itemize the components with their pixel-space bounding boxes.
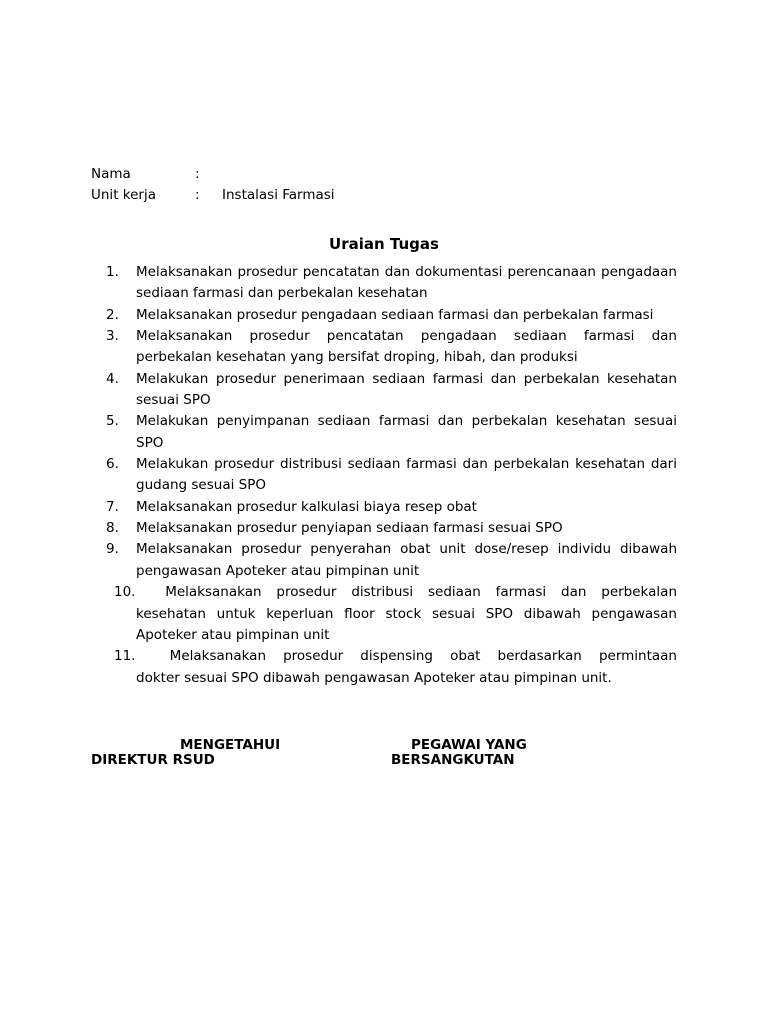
task-text: Melaksanakan prosedur kalkulasi biaya resep obat [136,498,477,515]
task-number: 6. [106,456,119,473]
task-text: Melakukan prosedur penerimaan sediaan farmasi dan perbekalan kesehatan sesuai SPO [136,370,677,409]
task-list [106,262,677,689]
document-title: Uraian Tugas [329,235,439,253]
task-item [106,582,677,646]
task-item [106,411,677,454]
task-item [106,539,677,582]
task-text-continuation: dokter sesuai SPO dibawah pengawasan Apoteker atau pimpinan unit. [136,669,612,686]
task-item [106,262,677,305]
signature-right-title: PEGAWAI YANG [411,737,527,753]
signature-left-role: DIREKTUR RSUD [91,752,215,768]
task-number: 5. [106,413,119,430]
task-number: 3. [106,328,119,345]
task-text: Melaksanakan prosedur dispensing obat berdasarkan permintaan [169,648,677,665]
task-text: Melaksanakan prosedur pencatatan dan dokumentasi perencanaan pengadaan sediaan farmasi dan perbekalan kesehatan [136,264,677,302]
unit-kerja-value: Instalasi Farmasi [222,187,335,203]
task-item [106,369,677,412]
task-text-continuation: kesehatan untuk keperluan floor stock sesuai SPO dibawah pengawasan Apoteker atau pimpinan unit [136,605,677,643]
task-item [106,518,677,539]
task-item [106,454,677,497]
task-number: 11. [114,648,136,665]
task-text: Melaksanakan prosedur pengadaan sediaan farmasi dan perbekalan farmasi [136,306,654,323]
task-item [106,646,677,689]
task-text: Melaksanakan prosedur pencatatan pengadaan sediaan farmasi dan perbekalan kesehatan yang bersifat droping, hibah, dan produksi [136,328,677,366]
task-item [106,497,677,518]
task-number: 1. [106,264,119,280]
signature-left-title: MENGETAHUI [180,737,281,753]
task-number: 9. [106,541,119,558]
task-text: Melaksanakan prosedur distribusi sediaan farmasi dan perbekalan [165,584,677,601]
task-text-first-line [106,646,677,667]
nama-label: Nama [91,166,131,182]
nama-colon: : [195,166,200,182]
task-text-first-line [106,582,677,603]
task-number: 7. [106,498,119,515]
unit-kerja-colon: : [195,187,200,203]
task-number: 8. [106,520,119,537]
task-text: Melakukan penyimpanan sediaan farmasi dan perbekalan kesehatan sesuai SPO [136,413,677,451]
task-number: 2. [106,306,119,323]
unit-kerja-label: Unit kerja [91,187,156,203]
task-text: Melaksanakan prosedur penyiapan sediaan farmasi sesuai SPO [136,520,563,537]
signature-right-role: BERSANGKUTAN [391,752,515,768]
task-item [106,305,677,326]
task-text: Melakukan prosedur distribusi sediaan farmasi dan perbekalan kesehatan dari gudang sesuai SPO [136,456,677,494]
task-item [106,326,677,369]
task-number: 4. [106,370,119,387]
task-number: 10. [114,584,136,601]
task-text: Melaksanakan prosedur penyerahan obat unit dose/resep individu dibawah pengawasan Apoteker atau pimpinan unit [136,541,677,579]
